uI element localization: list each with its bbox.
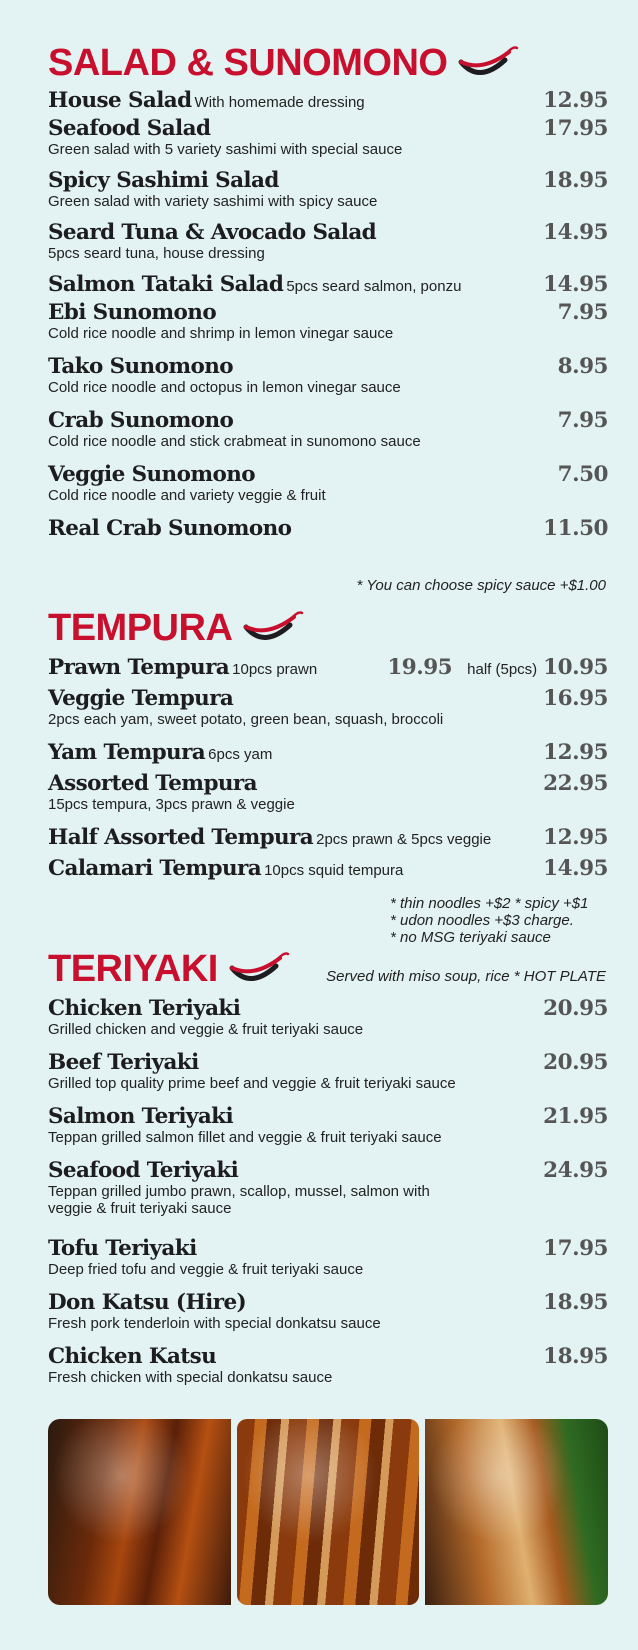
list-item (48, 220, 608, 272)
tempura-items (48, 655, 608, 887)
item-inline-desc: 5pcs seard salmon, ponzu (286, 278, 462, 295)
item-name: Veggie Tempura (48, 686, 234, 711)
salad-note: * You can choose spicy sauce +$1.00 (356, 577, 606, 594)
item-name: Don Katsu (Hire) (48, 1290, 247, 1315)
item-name: Prawn Tempura (48, 655, 230, 680)
teriyaki-section-header (48, 950, 290, 988)
item-price: 7.95 (557, 408, 608, 433)
item-inline-desc: 10pcs prawn (232, 661, 318, 678)
item-price: 14.95 (543, 220, 608, 245)
item-price: 18.95 (543, 168, 608, 193)
item-name: Seafood Salad (48, 116, 211, 141)
item-inline-desc: 10pcs squid tempura (264, 862, 404, 879)
teriyaki-section-title: TERIYAKI (48, 948, 218, 990)
teriyaki-items (48, 996, 608, 1398)
list-item (48, 300, 608, 354)
item-price: 7.95 (557, 300, 608, 325)
list-item (48, 655, 608, 686)
item-price: 14.95 (543, 272, 608, 297)
item-price: 19.95 (387, 655, 453, 680)
item-desc: Teppan grilled salmon fillet and veggie & fruit teriyaki sauce (48, 1129, 442, 1146)
item-name: Yam Tempura (48, 740, 206, 765)
list-item (48, 856, 608, 887)
item-name: Seafood Teriyaki (48, 1158, 239, 1183)
teriyaki-photo (237, 1419, 420, 1605)
item-name: Veggie Sunomono (48, 462, 255, 487)
item-desc: 15pcs tempura, 3pcs prawn & veggie (48, 796, 295, 813)
item-price: 12.95 (543, 825, 608, 850)
item-inline-desc: 6pcs yam (208, 746, 273, 763)
list-item (48, 1050, 608, 1104)
item-name: Seard Tuna & Avocado Salad (48, 220, 377, 245)
item-desc: veggie & fruit teriyaki sauce (48, 1200, 232, 1217)
item-price: 7.50 (557, 462, 608, 487)
list-item (48, 516, 608, 546)
list-item (48, 1236, 608, 1290)
item-price: 24.95 (543, 1158, 608, 1183)
item-name: Chicken Teriyaki (48, 996, 241, 1021)
item-price: 20.95 (543, 1050, 608, 1075)
item-desc: Fresh pork tenderloin with special donkatsu sauce (48, 1315, 381, 1332)
list-item (48, 168, 608, 220)
item-inline-desc: 2pcs prawn & 5pcs veggie (316, 831, 492, 848)
item-desc: Grilled top quality prime beef and veggie & fruit teriyaki sauce (48, 1075, 456, 1092)
salad-items (48, 88, 608, 546)
salad-section-title: SALAD & SUNOMONO (48, 42, 448, 84)
chili-swoosh-icon (242, 609, 304, 647)
list-item (48, 740, 608, 771)
note-line: * udon noodles +$3 charge. (390, 912, 574, 929)
item-name: Tako Sunomono (48, 354, 233, 379)
item-name: Crab Sunomono (48, 408, 234, 433)
item-desc: Deep fried tofu and veggie & fruit teriyaki sauce (48, 1261, 364, 1278)
item-name: Calamari Tempura (48, 856, 262, 881)
item-price: 12.95 (543, 740, 608, 765)
chili-swoosh-icon (457, 44, 519, 82)
list-item (48, 462, 608, 516)
item-name: Half Assorted Tempura (48, 825, 314, 850)
item-price: 16.95 (543, 686, 608, 711)
item-name: Ebi Sunomono (48, 300, 217, 325)
item-name: Spicy Sashimi Salad (48, 168, 279, 193)
item-price: 18.95 (543, 1344, 608, 1369)
list-item (48, 88, 608, 116)
item-desc: Cold rice noodle and octopus in lemon vinegar sauce (48, 379, 401, 396)
item-desc: 5pcs seard tuna, house dressing (48, 245, 265, 262)
item-name: Tofu Teriyaki (48, 1236, 197, 1261)
item-desc: Cold rice noodle and shrimp in lemon vinegar sauce (48, 325, 394, 342)
note-line: * no MSG teriyaki sauce (390, 929, 551, 946)
list-item (48, 996, 608, 1050)
list-item (48, 272, 608, 300)
item-name: Beef Teriyaki (48, 1050, 199, 1075)
list-item (48, 1290, 608, 1344)
list-item (48, 686, 608, 740)
food-photo-strip (48, 1419, 608, 1605)
item-price: 20.95 (543, 996, 608, 1021)
item-name: Salmon Teriyaki (48, 1104, 234, 1129)
item-price: 14.95 (543, 856, 608, 881)
half-portion-price: 10.95 (543, 655, 608, 680)
half-portion-label: half (5pcs) (467, 661, 538, 678)
item-name: House Salad (48, 88, 192, 113)
list-item (48, 825, 608, 856)
list-item (48, 116, 608, 168)
item-price: 11.50 (543, 516, 608, 541)
item-desc: Fresh chicken with special donkatsu sauce (48, 1369, 333, 1386)
item-price: 21.95 (543, 1104, 608, 1129)
tempura-section-header (48, 609, 304, 647)
note-line: * thin noodles +$2 * spicy +$1 (390, 895, 589, 912)
item-desc: Green salad with variety sashimi with spicy sauce (48, 193, 378, 210)
tempura-notes (390, 895, 610, 946)
item-desc: Green salad with 5 variety sashimi with special sauce (48, 141, 403, 158)
item-inline-desc: With homemade dressing (194, 94, 365, 111)
item-name: Assorted Tempura (48, 771, 257, 796)
item-price: 22.95 (543, 771, 608, 796)
item-desc: Cold rice noodle and variety veggie & fruit (48, 487, 326, 504)
list-item (48, 771, 608, 825)
item-name: Salmon Tataki Salad (48, 272, 284, 297)
item-desc: Teppan grilled jumbo prawn, scallop, mussel, salmon with (48, 1183, 430, 1200)
item-desc: Grilled chicken and veggie & fruit teriyaki sauce (48, 1021, 364, 1038)
teriyaki-subtitle: Served with miso soup, rice * HOT PLATE (326, 968, 606, 985)
item-desc: 2pcs each yam, sweet potato, green bean, squash, broccoli (48, 711, 444, 728)
list-item (48, 1344, 608, 1398)
chili-swoosh-icon (228, 950, 290, 988)
list-item (48, 408, 608, 462)
item-price: 8.95 (557, 354, 608, 379)
teriyaki-photo (48, 1419, 231, 1605)
list-item (48, 1158, 608, 1236)
item-price: 17.95 (543, 1236, 608, 1261)
item-name: Chicken Katsu (48, 1344, 217, 1369)
tempura-section-title: TEMPURA (48, 607, 233, 649)
list-item (48, 354, 608, 408)
list-item (48, 1104, 608, 1158)
item-price: 18.95 (543, 1290, 608, 1315)
salad-section-header (48, 44, 519, 82)
item-desc: Cold rice noodle and stick crabmeat in sunomono sauce (48, 433, 421, 450)
item-price: 12.95 (543, 88, 608, 113)
item-price: 17.95 (543, 116, 608, 141)
teriyaki-photo (425, 1419, 608, 1605)
item-name: Real Crab Sunomono (48, 516, 292, 541)
